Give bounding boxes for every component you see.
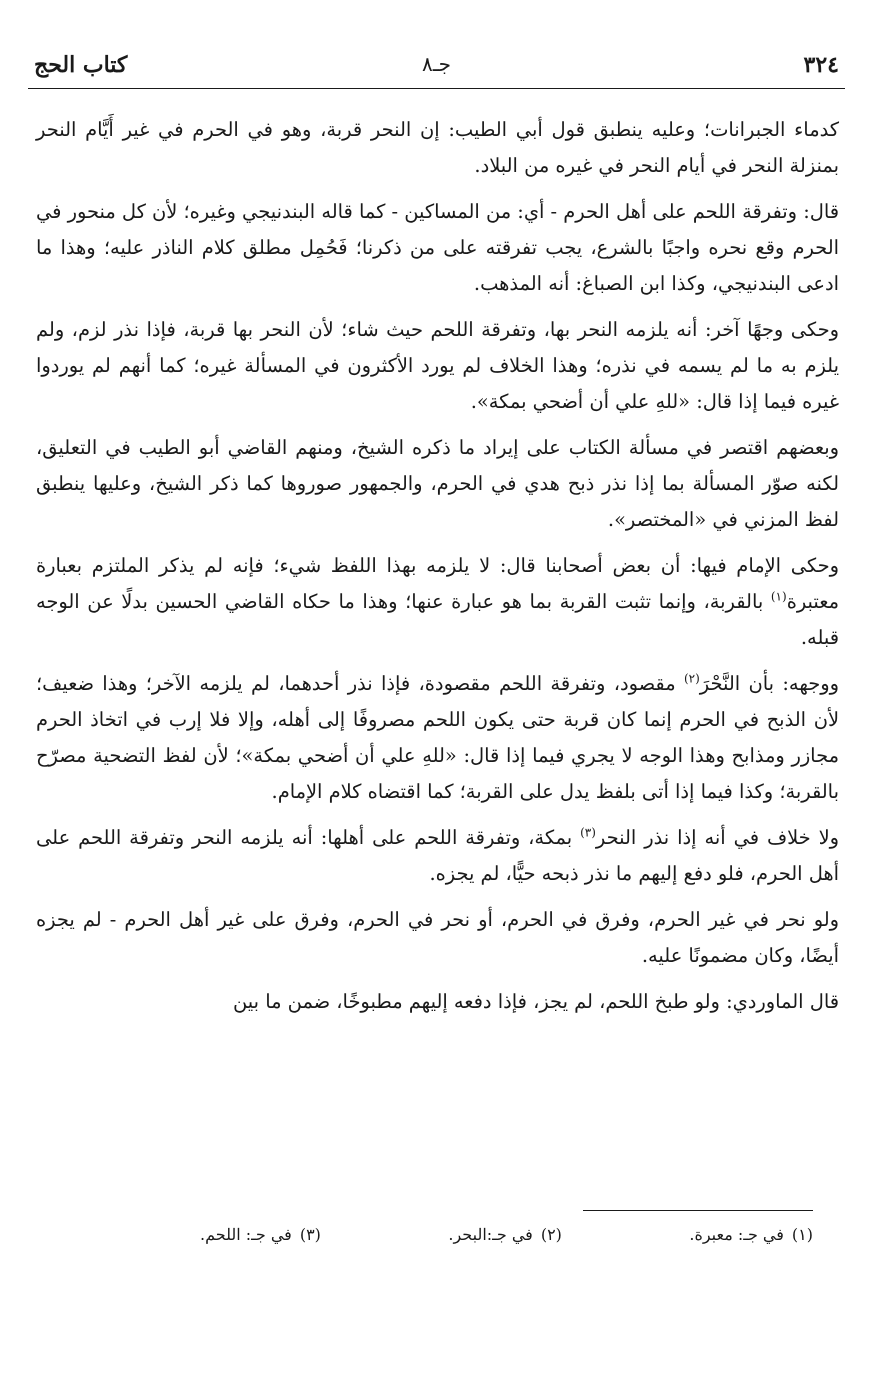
footnote-3: (٣)في جـ: اللحم.	[200, 1225, 321, 1244]
footnote-2: (٢)في جـ:البحر.	[448, 1225, 562, 1244]
footnote-ref-3: (٣)	[580, 825, 596, 840]
paragraph-2: قال: وتفرقة اللحم على أهل الحرم - أي: من المساكين - كما قاله البندنيجي وغيره؛ لأن كل منحور في الحرم وقع نحره واجبًا بالشرع، يجب تفرقته على من ذكرنا؛ فَحُمِل مطلق كلام الناذر عليه؛ وهذا ما ادعى البندنيجي، وكذا ابن الصباغ: أنه المذهب.	[36, 200, 839, 295]
paragraph-1: كدماء الجبرانات؛ وعليه ينطبق قول أبي الطيب: إن النحر قربة، وهو في الحرم في غير أَيَّام النحر بمنزلة النحر في أيام النحر في غيره من البلاد.	[36, 118, 839, 177]
book-title: كتاب الحج	[34, 52, 128, 78]
page-number: ٣٢٤	[803, 52, 839, 78]
main-text	[36, 112, 839, 1030]
running-header	[28, 52, 845, 89]
paragraph-9: قال الماوردي: ولو طبخ اللحم، لم يجز، فإذا دفعه إليهم مطبوخًا، ضمن ما بين	[233, 990, 839, 1013]
paragraph-5: وحكى الإمام فيها: أن بعض أصحابنا قال: لا يلزمه بهذا اللفظ شيء؛ فإنه لم يذكر الملتزم بعبارة معتبرة$^{(١)}$ بالقربة، وإنما تثبت القربة بما هو عبارة عنها؛ وهذا ما حكاه القاضي الحسين بدلًا عن الوجه قبله.	[36, 554, 839, 649]
paragraph-6: ووجهه: بأن النَّحْرَ$^{(٢)}$ مقصود، وتفرقة اللحم مقصودة، فإذا نذر أحدهما، لم يلزمه الآخر؛ وهذا ضعيف؛ لأن الذبح في الحرم إنما كان قربة حتى يكون اللحم مصروفًا إلى أهله، وإلا فلا إرب في اتخاذ الحرم مجازر ومذابح وهذا الوجه لا يجري فيما إذا قال: «للهِ علي أن أضحي بمكة»؛ لأن لفظ التضحية مصرّح بالقربة؛ وكذا فيما إذا أتى بلفظ يدل على القربة؛ كما اقتضاه كلام الإمام.	[36, 671, 839, 803]
paragraph-4: وبعضهم اقتصر في مسألة الكتاب على إيراد ما ذكره الشيخ، ومنهم القاضي أبو الطيب في التعليق، لكنه صوّر المسألة بما إذا نذر ذبح هدي في الحرم، والجمهور صوروها كما ذكر الشيخ، وعليها ينطبق لفظ المزني في «المختصر».	[36, 436, 839, 531]
footnote-1: (١)في جـ: معبرة.	[689, 1225, 813, 1244]
volume-label: جـ٨	[422, 52, 451, 76]
footnote-divider	[583, 1210, 813, 1211]
paragraph-8: ولو نحر في غير الحرم، وفرق في الحرم، أو نحر في الحرم، وفرق على غير أهل الحرم - لم يجزه أيضًا، وكان مضمونًا عليه.	[36, 908, 839, 967]
footnote-ref-2: (٢)	[683, 671, 700, 686]
footnote-ref-1: (١)	[770, 589, 787, 604]
footnotes	[200, 1225, 813, 1244]
paragraph-7: ولا خلاف في أنه إذا نذر النحر$^{(٣)}$ بمكة، وتفرقة اللحم على أهلها: أنه يلزمه النحر وتفرقة اللحم على أهل الحرم، فلو دفع إليهم ما نذر ذبحه حيًّا، لم يجزه.	[36, 825, 840, 885]
paragraph-3: وحكى وجهًا آخر: أنه يلزمه النحر بها، وتفرقة اللحم حيث شاء؛ لأن النحر بها قربة، فإذا نذر لزم، ولم يلزم به ما لم يسمه في نذره؛ وهذا الخلاف لم يورد الأكثرون في المسألة غيره؛ كما أنهم لم يوردوا غيره فيما إذا قال: «للهِ علي أن أضحي بمكة».	[36, 318, 839, 413]
